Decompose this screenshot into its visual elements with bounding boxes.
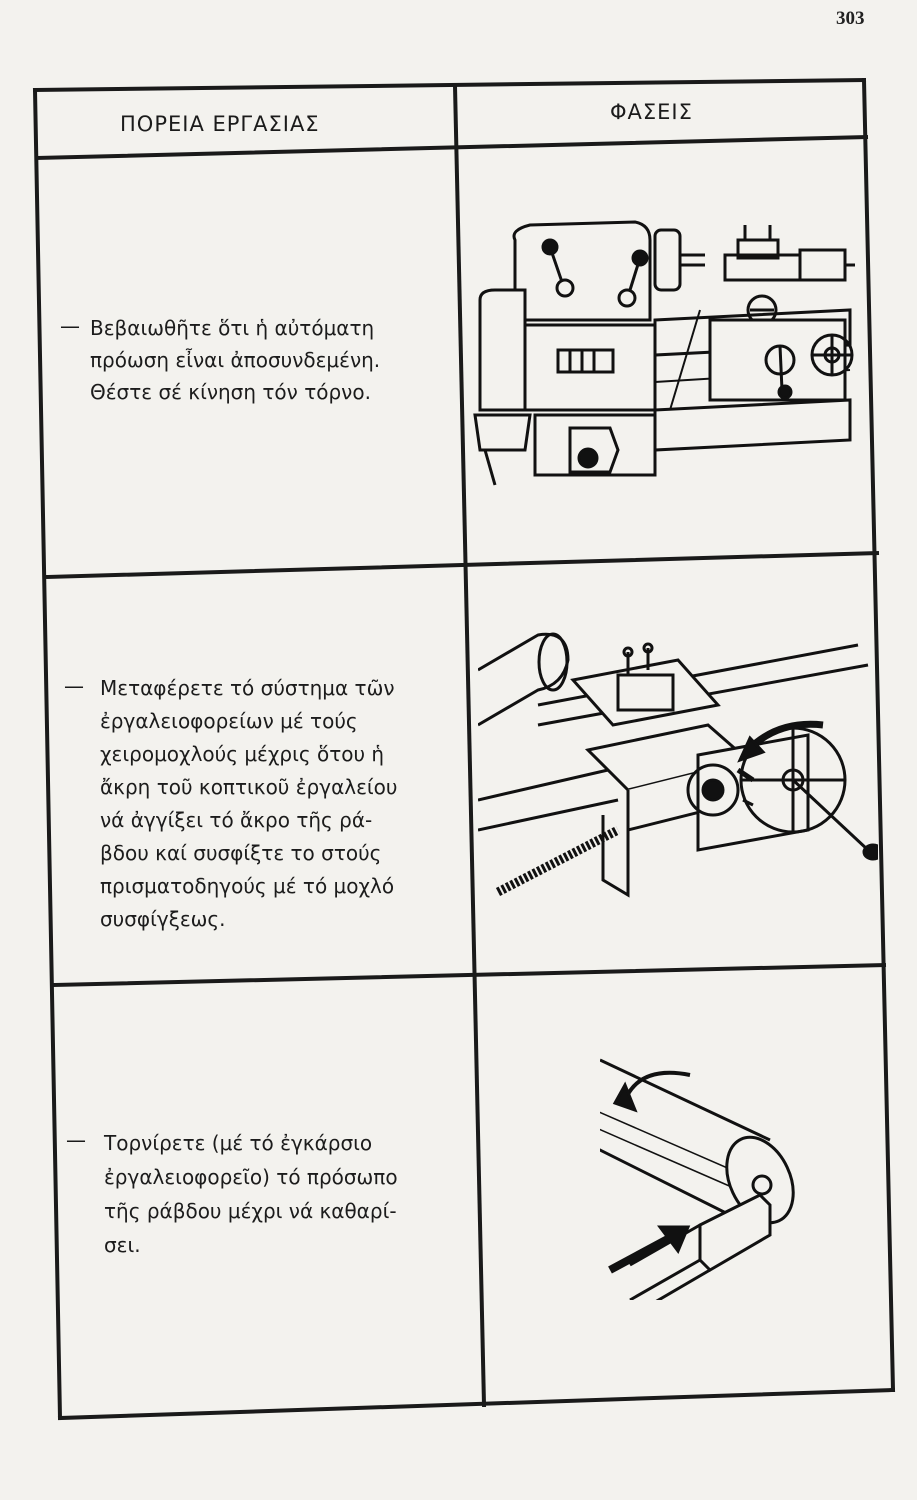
step-line: Βεβαιωθῆτε ὅτι ἡ αὐτόματη (90, 316, 375, 340)
facing-bar-illustration (600, 1055, 820, 1300)
step-line: ἐργαλειοφορείων μέ τούς (100, 709, 358, 733)
column-header-phases: ΦΑΣΕΙΣ (610, 100, 693, 124)
step-line: βδου καί συσφίξτε το στούς (100, 841, 382, 865)
step-line: χειρομοχλούς μέχρις ὅτου ἡ (100, 742, 385, 766)
carriage-handwheel-illustration (478, 630, 878, 910)
step-line: πρισματοδηγούς μέ τό μοχλό (100, 874, 395, 898)
column-header-procedure: ΠΟΡΕΙΑ ΕΡΓΑΣΙΑΣ (120, 112, 320, 136)
step-dash: — (64, 674, 84, 698)
step-text-3 (104, 1126, 398, 1262)
lathe-overview-illustration (470, 210, 855, 495)
step-line: συσφίγξεως. (100, 907, 226, 931)
step-line: Θέστε σέ κίνηση τόν τόρνο. (90, 380, 371, 404)
step-line: τῆς ράβδου μέχρι νά καθαρί- (104, 1199, 397, 1223)
step-line: ἄκρη τοῦ κοπτικοῦ ἐργαλείου (100, 775, 398, 799)
step-line: σει. (104, 1233, 141, 1257)
step-text-1 (90, 312, 380, 408)
step-line: νά ἀγγίξει τό ἄκρο τῆς ρά- (100, 808, 373, 832)
page-number: 303 (836, 8, 865, 29)
step-dash: — (60, 314, 80, 338)
step-line: Μεταφέρετε τό σύστημα τῶν (100, 676, 395, 700)
step-line: ἐργαλειοφορεῖο) τό πρόσωπο (104, 1165, 398, 1189)
step-line: Τορνίρετε (μέ τό ἐγκάρσιο (104, 1131, 373, 1155)
step-text-2 (100, 672, 397, 936)
step-dash: — (66, 1128, 86, 1152)
step-line: πρόωση εἶναι ἀποσυνδεμένη. (90, 348, 381, 372)
